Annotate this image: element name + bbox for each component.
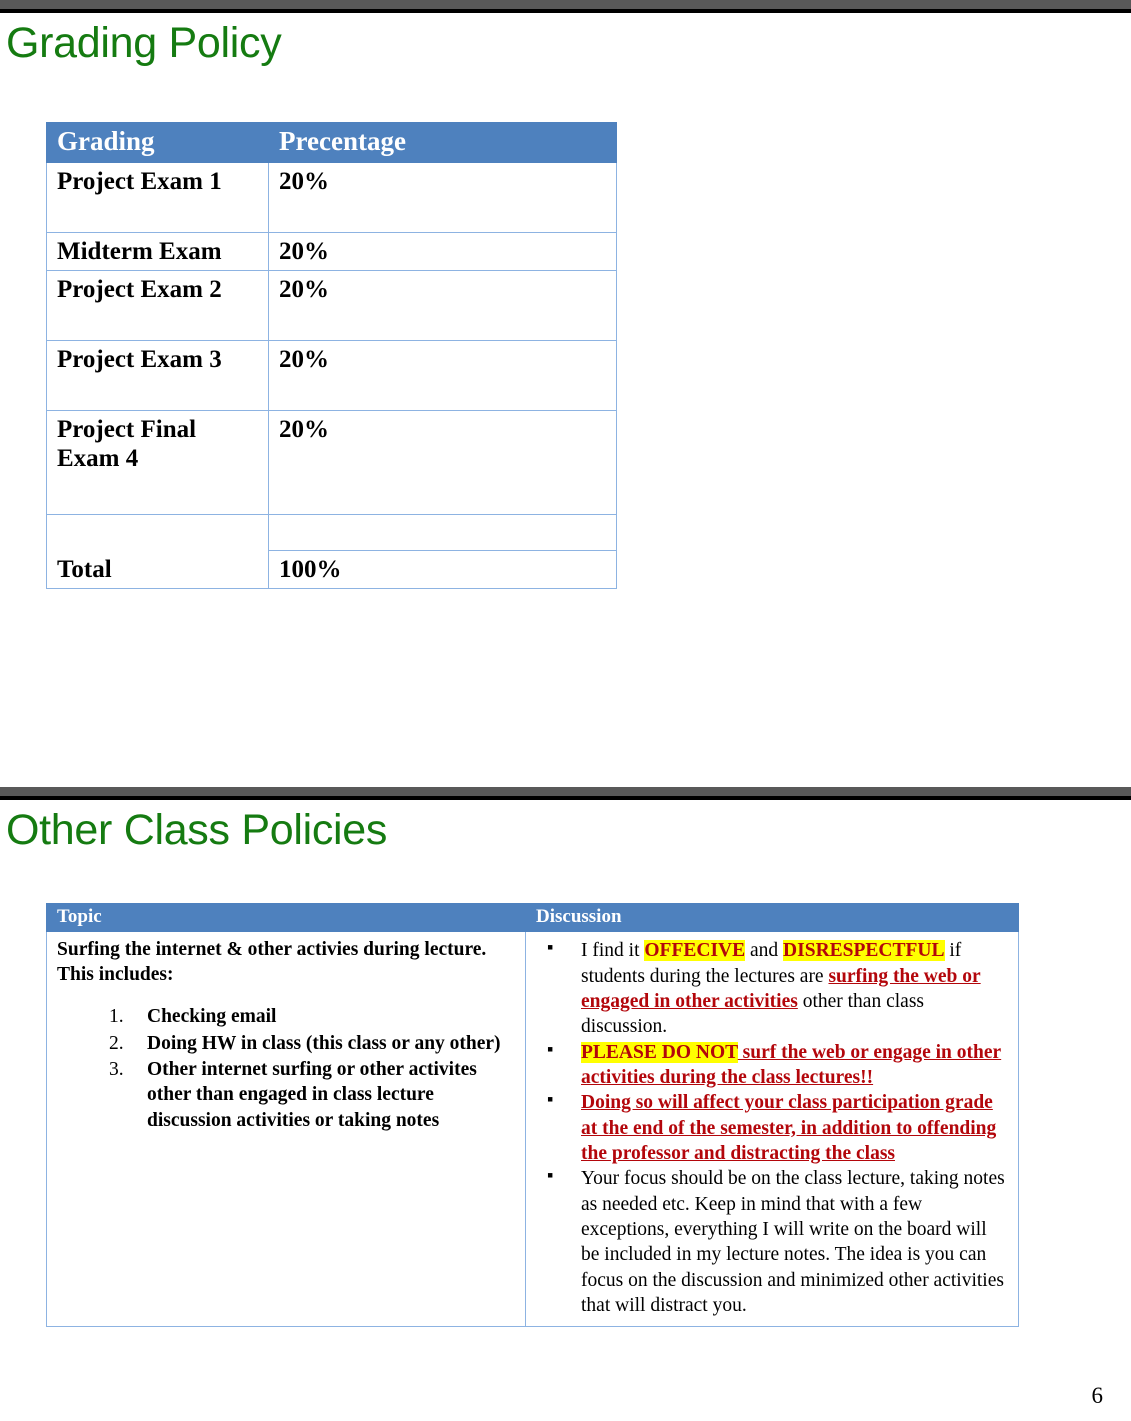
table-row (47, 271, 617, 341)
cell-grading-percentage-total: 100% (269, 551, 617, 589)
list-item: Checking email (147, 1006, 277, 1028)
section-heading-grading-policy: Grading Policy (6, 19, 282, 67)
grading-policy-table (46, 122, 617, 589)
divider-band (0, 0, 1131, 9)
divider-band (0, 787, 1131, 796)
policies-table-container (0, 853, 1131, 1327)
divider-rule (0, 796, 1131, 800)
table-row-total (47, 551, 617, 589)
cell-grading-label-total: Total (47, 551, 269, 589)
column-header-percentage: Precentage (269, 123, 617, 163)
topic-title: Surfing the internet & other activies during lecture. This includes: (57, 939, 487, 986)
cell-grading-label: Project Final Exam 4 (47, 411, 269, 515)
table-header-row (47, 904, 1019, 932)
table-header-row (47, 123, 617, 163)
list-item (545, 1040, 1009, 1091)
column-header-topic: Topic (47, 904, 526, 932)
cell-grading-label: Project Exam 3 (47, 341, 269, 411)
cell-grading-percentage (269, 515, 617, 551)
list-item: Doing HW in class (this class or any other) (147, 1032, 501, 1054)
discussion-text-part: other than class discussion. (581, 990, 924, 1038)
discussion-emphasis-participation-grade: Doing so will affect your class participation grade at the end of the semester, in addition to offending the professor and distracting the class (581, 1092, 997, 1165)
cell-topic (47, 932, 526, 1327)
discussion-emphasis-surfing: surfing the web or engaged in other activities (581, 965, 981, 1012)
table-row (47, 932, 1019, 1327)
page-number: 6 (1091, 1383, 1103, 1408)
list-item (545, 1166, 1009, 1318)
table-row (47, 233, 617, 271)
section-spacer (0, 589, 1131, 787)
grading-table-container (0, 66, 1131, 589)
cell-grading-percentage: 20% (269, 163, 617, 233)
cell-grading-percentage: 20% (269, 233, 617, 271)
section-heading-other-class-policies: Other Class Policies (6, 806, 388, 855)
column-header-grading: Grading (47, 123, 269, 163)
table-row (47, 163, 617, 233)
discussion-items-list (536, 938, 1009, 1318)
section-divider-top (0, 0, 1131, 13)
column-header-discussion: Discussion (526, 904, 1019, 932)
cell-grading-label: Project Exam 2 (47, 271, 269, 341)
discussion-text-part: if students during the lectures are (581, 940, 962, 987)
table-row (47, 341, 617, 411)
cell-grading-label: Project Exam 1 (47, 163, 269, 233)
discussion-emphasis-do-not-surf: surf the web or engage in other activities during the class lectures!! (581, 1041, 1002, 1088)
discussion-text-part: I find it (581, 940, 645, 962)
list-item (545, 1090, 1009, 1166)
cell-grading-label (47, 515, 269, 551)
discussion-highlight-disrespectful: DISRESPECTFUL (783, 940, 945, 962)
discussion-highlight-please-do-not: PLEASE DO NOT (581, 1041, 738, 1063)
cell-grading-percentage: 20% (269, 411, 617, 515)
list-item (545, 938, 1009, 1039)
cell-grading-percentage: 20% (269, 271, 617, 341)
section-divider-middle (0, 787, 1131, 800)
divider-rule (0, 9, 1131, 13)
discussion-text-focus: Your focus should be on the class lecture, taking notes as needed etc. Keep in mind that with a few exceptions, everything I will write on the board will be included in my lecture notes. The idea is you can focus on the discussion and minimized other activities that will distract you. (581, 1168, 1005, 1317)
other-class-policies-table (46, 903, 1019, 1327)
discussion-text-part: and (745, 940, 784, 962)
cell-discussion (526, 932, 1019, 1327)
cell-grading-label: Midterm Exam (47, 233, 269, 271)
cell-grading-percentage: 20% (269, 341, 617, 411)
table-row (47, 411, 617, 515)
table-row-empty (47, 515, 617, 551)
list-item: Other internet surfing or other activites other than engaged in class lecture discussion activities or taking notes (147, 1058, 477, 1131)
discussion-highlight-offecive: OFFECIVE (644, 940, 746, 962)
topic-items-list (57, 1004, 516, 1133)
